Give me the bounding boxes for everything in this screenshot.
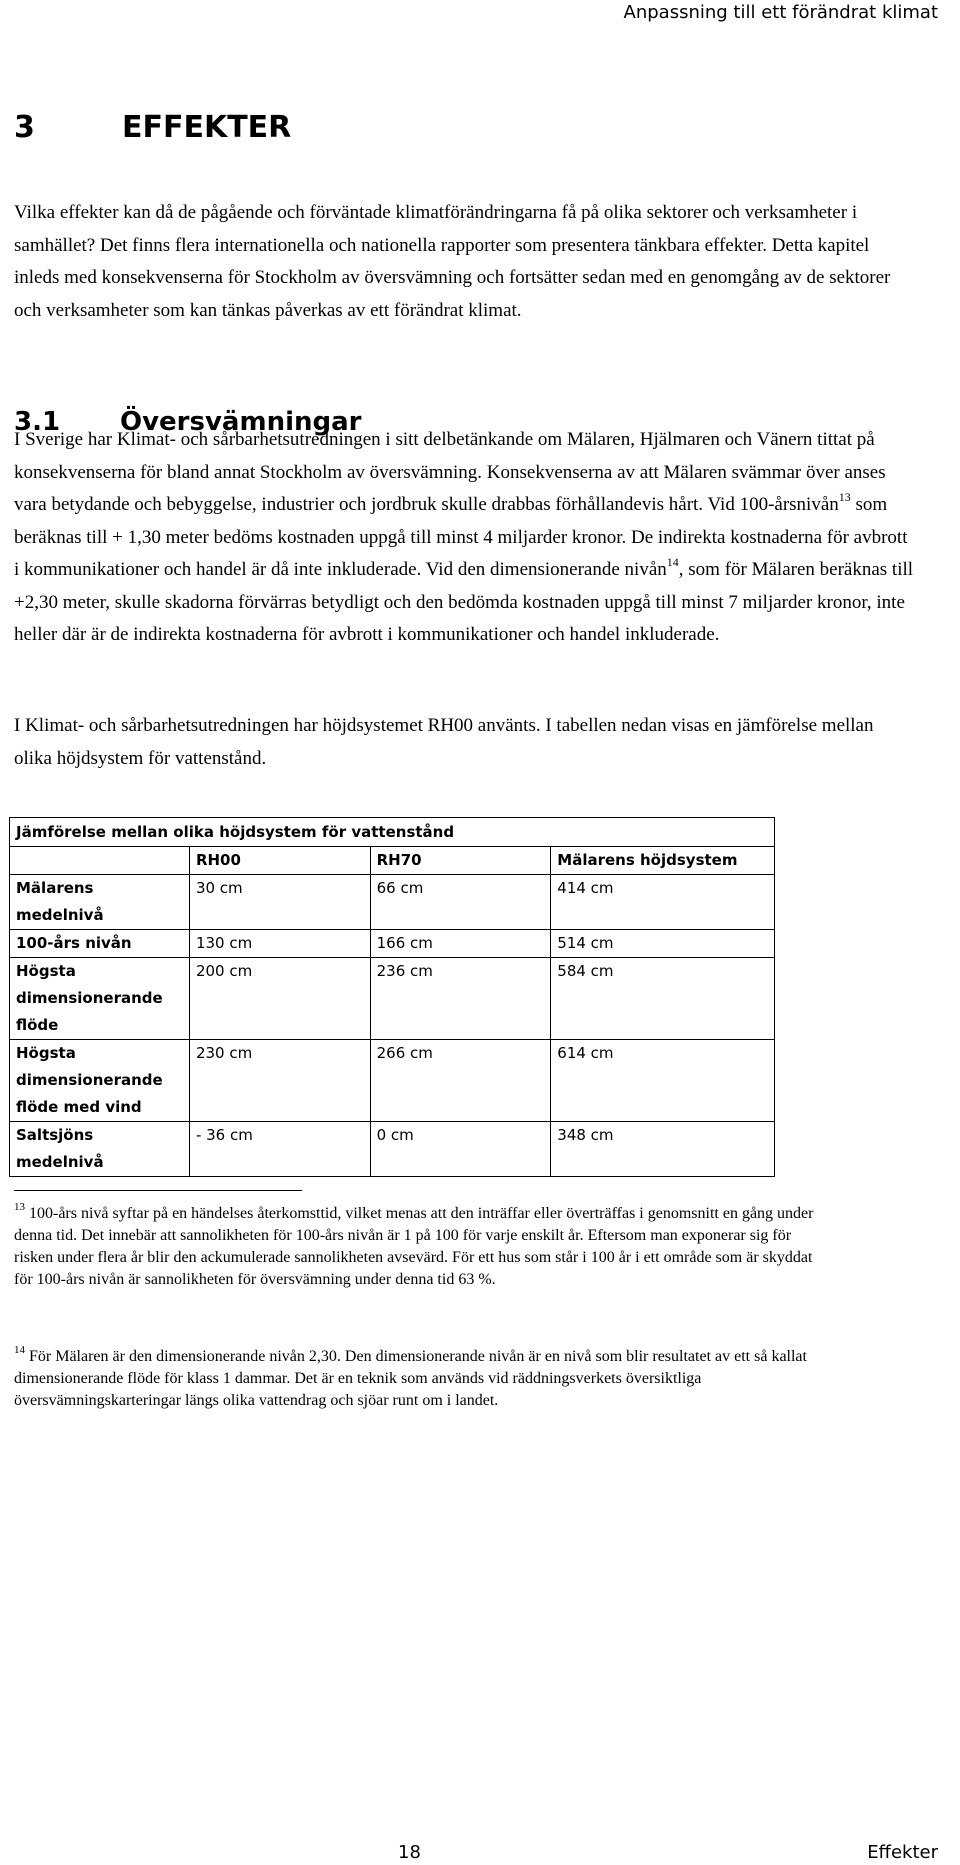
table-row-label: Mälarens medelnivå [10,875,190,930]
table-cell: 614 cm [551,1040,775,1122]
height-system-paragraph: I Klimat- och sårbarhetsutredningen har höjdsystemet RH00 använts. I tabellen nedan visas en jämförelse mellan olika höjdsystem för vattenstånd. [14,715,874,769]
footnote-marker: 14 [14,1343,25,1356]
section-heading [14,110,291,145]
footnote-text: 100-års nivå syftar på en händelses återkomsttid, vilket menas att den inträffar eller överträffas i genomsnitt en gång under denna tid. Det innebär att sannolikheten för 100-års nivån är 1 på 100 för varje enskilt år. Eftersom man exponerar sig för risken under flera år blir den ackumulerade sannolikheten avsevärd. För ett hus som står i 100 år i ett område som är skyddat för 100-års nivån är sannolikheten för översvämning under denna tid 63 %. [14,1205,814,1288]
table-cell: 230 cm [189,1040,370,1122]
table-cell: 130 cm [189,930,370,958]
footnote-marker: 13 [14,1200,25,1213]
table-header-cell: RH70 [370,847,551,875]
table-cell: 236 cm [370,958,551,1040]
table-row [10,875,775,930]
footnote-ref-14[interactable]: 14 [666,554,679,569]
table-row [10,1040,775,1122]
table-caption-row [10,818,775,847]
table-row-label: Högsta dimensionerande flöde med vind [10,1040,190,1122]
section-title: EFFEKTER [122,110,292,145]
section-number: 3 [14,110,35,145]
footer-section-name: Effekter [867,1842,938,1863]
page-number: 18 [398,1842,421,1863]
table-cell: 66 cm [370,875,551,930]
table-row [10,930,775,958]
table-cell: 266 cm [370,1040,551,1122]
subsection-number: 3.1 [14,407,61,437]
table-cell: 514 cm [551,930,775,958]
table-header-row [10,847,775,875]
table-cell: 166 cm [370,930,551,958]
table-row-label: Saltsjöns medelnivå [10,1122,190,1177]
table-cell: - 36 cm [189,1122,370,1177]
footnote-14 [14,1343,814,1412]
flood-paragraph-part2: som beräknas till + 1,30 meter bedöms kostnaden uppgå till minst 4 miljarder kronor. De indirekta kostnaderna för avbrott i kommunikationer och handel är då inte inkluderade. Vid den dimensionerande nivån [14,494,908,580]
flood-paragraph [14,424,914,652]
flood-paragraph-part1: I Sverige har Klimat- och sårbarhetsutredningen i sitt delbetänkande om Mälaren, Hjälmaren och Vänern tittat på konsekvenserna för bland annat Stockholm av översvämning. Konsekvenserna av att Mälaren svämmar över anses vara betydande och bebyggelse, industrier och jordbruk skulle drabbas förhållandevis hårt. Vid 100-årsnivån [14,429,886,515]
flood-paragraph-part3: , som för Mälaren beräknas till +2,30 meter, skulle skadorna förvärras betydligt och den bedömda kostnaden uppgå till minst 7 miljarder kronor, inte heller där är de indirekta kostnaderna för avbrott i kommunikationer och handel inkluderade. [14,559,914,645]
table-row [10,958,775,1040]
table-header-cell: Mälarens höjdsystem [551,847,775,875]
footnote-ref-13[interactable]: 13 [838,489,851,504]
table-cell: 414 cm [551,875,775,930]
table-cell: 200 cm [189,958,370,1040]
table-row-label: 100-års nivån [10,930,190,958]
running-header: Anpassning till ett förändrat klimat [623,2,938,23]
table-cell: 584 cm [551,958,775,1040]
table-header-cell: RH00 [189,847,370,875]
table-cell: 0 cm [370,1122,551,1177]
footnote-13 [14,1200,814,1291]
table-cell: 348 cm [551,1122,775,1177]
footnote-text: För Mälaren är den dimensionerande nivån 2,30. Den dimensionerande nivån är en nivå som blir resultatet av ett så kallat dimensionerande flöde för klass 1 dammar. Det är en teknik som används vid räddningsverkets översiktliga översvämningskarteringar längs olika vattendrag och sjöar runt om i landet. [14,1348,807,1409]
subsection-title: Översvämningar [120,407,362,437]
height-system-table [9,817,775,1177]
footnote-separator [14,1190,302,1191]
table-row [10,1122,775,1177]
table-header-cell [10,847,190,875]
table-caption: Jämförelse mellan olika höjdsystem för vattenstånd [10,818,775,847]
intro-paragraph: Vilka effekter kan då de pågående och förväntade klimatförändringarna få på olika sektorer och verksamheter i samhället? Det finns flera internationella och nationella rapporter som presentera tänkbara effekter. Detta kapitel inleds med konsekvenserna för Stockholm av översvämning och fortsätter sedan med en genomgång av de sektorer och verksamheter som kan tänkas påverkas av ett förändrat klimat. [14,202,891,321]
table-cell: 30 cm [189,875,370,930]
table-row-label: Högsta dimensionerande flöde [10,958,190,1040]
